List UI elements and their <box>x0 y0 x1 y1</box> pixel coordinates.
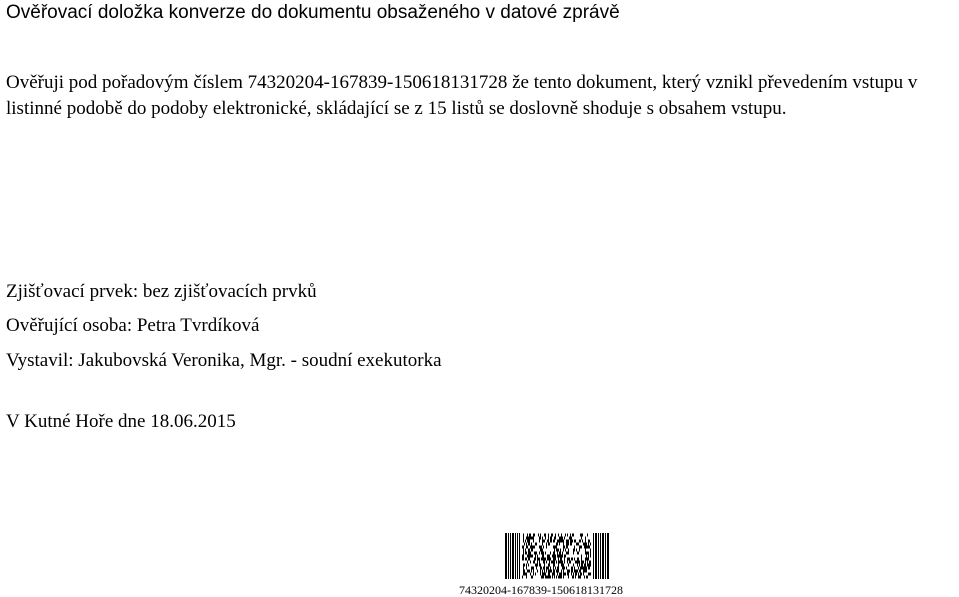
verification-paragraph: Ověřuji pod pořadovým číslem 74320204-167839-150618131728 že tento dokument, který vznikl převedením vstupu v listinné podobě do podoby elektronické, skládající se z 15 listů se doslovně shoduje s obsahem vstupu. <box>6 72 918 119</box>
barcode-number: 74320204-167839-150618131728 <box>459 583 623 597</box>
security-element-line: Zjišťovací prvek: bez zjišťovacích prvků <box>6 281 317 302</box>
barcode-image <box>505 533 609 579</box>
verifying-person-line: Ověřující osoba: Petra Tvrdíková <box>6 315 260 336</box>
place-date-line: V Kutné Hoře dne 18.06.2015 <box>6 411 236 432</box>
issued-by-line: Vystavil: Jakubovská Veronika, Mgr. - soudní exekutorka <box>6 350 442 371</box>
document-heading: Ověřovací doložka konverze do dokumentu obsaženého v datové zprávě <box>6 2 620 23</box>
